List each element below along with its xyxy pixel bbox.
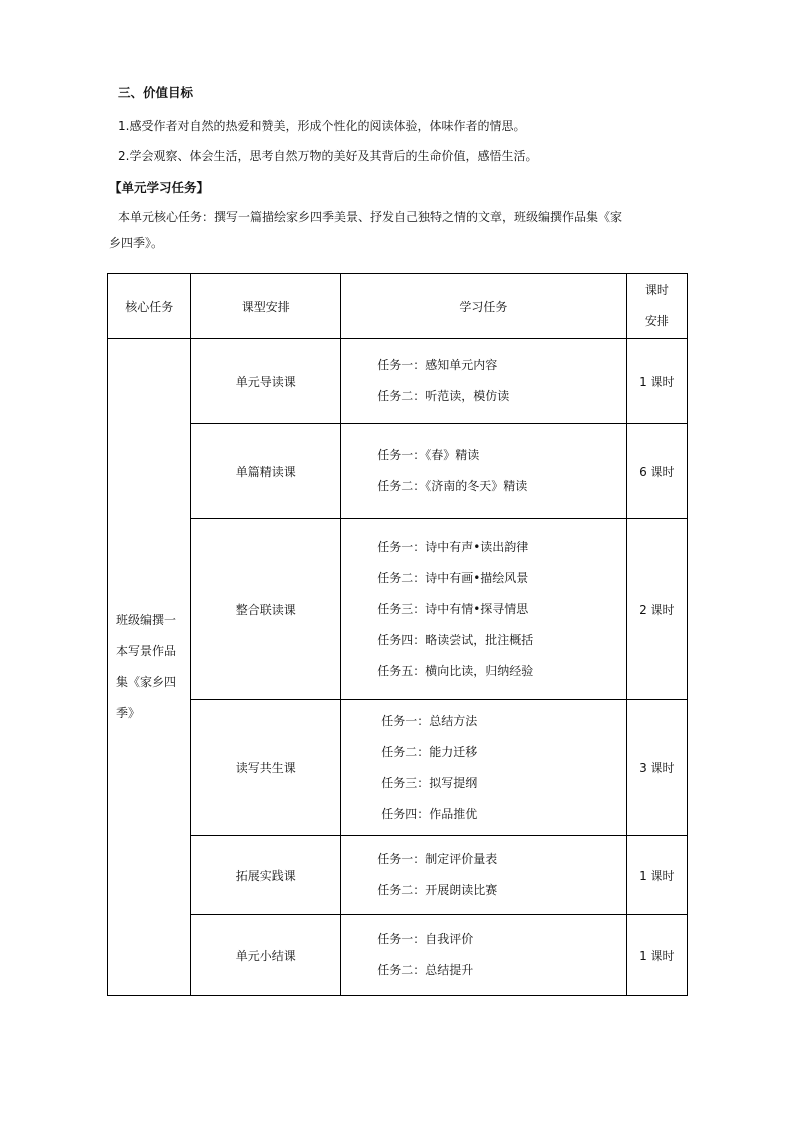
core-task-cell (108, 339, 191, 996)
header-hours-line-2: 安排 (644, 314, 669, 328)
section-heading-value-goals: 三、价值目标 (118, 85, 194, 100)
table-row (108, 915, 688, 996)
task-item: 任务一：制定评价量表 (377, 852, 498, 866)
course-type-cell: 拓展实践课 (191, 836, 341, 915)
task-item: 任务一：《春》精读 (377, 448, 480, 462)
task-item: 任务一：总结方法 (381, 713, 478, 728)
learning-tasks-cell (341, 836, 626, 915)
learning-tasks-cell (341, 700, 626, 836)
goal-item-2: 2.学会观察、体会生活，思考自然万物的美好及其背后的生命价值，感悟生活。 (118, 149, 538, 163)
task-item: 任务一：诗中有声•读出韵律 (377, 539, 529, 554)
core-task-line: 班级编撰一 (116, 613, 177, 627)
hours-cell: 6 课时 (626, 424, 687, 519)
hours-cell: 2 课时 (626, 519, 687, 700)
task-item: 任务一：自我评价 (377, 932, 474, 946)
learning-tasks-cell (341, 424, 626, 519)
table-row (108, 424, 688, 519)
task-item: 任务五：横向比读，归纳经验 (377, 663, 534, 678)
task-item: 任务二：《济南的冬天》精读 (377, 479, 528, 493)
core-task-line: 本写景作品 (116, 644, 177, 658)
unit-plan-table (107, 273, 688, 996)
task-item: 任务二：总结提升 (377, 963, 474, 977)
hours-cell: 1 课时 (626, 836, 687, 915)
learning-tasks-cell (341, 339, 626, 424)
core-task-intro-line-1: 本单元核心任务：撰写一篇描绘家乡四季美景、抒发自己独特之情的文章，班级编撰作品集《家 (118, 210, 623, 224)
hours-cell: 1 课时 (626, 339, 687, 424)
task-item: 任务四：略读尝试，批注概括 (377, 632, 534, 647)
hours-cell: 1 课时 (626, 915, 687, 996)
header-core-task: 核心任务 (108, 274, 191, 339)
table-header-row (108, 274, 688, 339)
task-item: 任务二：开展朗读比赛 (377, 883, 498, 897)
core-task-line: 集《家乡四 (116, 675, 177, 689)
core-task-line: 季》 (116, 706, 141, 720)
hours-cell: 3 课时 (626, 700, 687, 836)
task-item: 任务二：诗中有画•描绘风景 (377, 570, 529, 585)
task-item: 任务一：感知单元内容 (377, 358, 498, 372)
header-hours (626, 274, 687, 339)
task-item: 任务二：能力迁移 (381, 744, 478, 759)
course-type-cell: 整合联读课 (191, 519, 341, 700)
course-type-cell: 单篇精读课 (191, 424, 341, 519)
learning-tasks-cell (341, 519, 626, 700)
header-hours-line-1: 课时 (644, 283, 669, 297)
course-type-cell: 读写共生课 (191, 700, 341, 836)
section-heading-unit-tasks: 【单元学习任务】 (109, 180, 210, 195)
course-type-cell: 单元小结课 (191, 915, 341, 996)
table-row (108, 339, 688, 424)
header-course-type: 课型安排 (191, 274, 341, 339)
goal-item-1: 1.感受作者对自然的热爱和赞美，形成个性化的阅读体验，体味作者的情思。 (118, 119, 526, 133)
task-item: 任务三：诗中有情•探寻情思 (377, 601, 529, 616)
task-item: 任务四：作品推优 (381, 806, 478, 821)
core-task-intro-line-2: 乡四季》。 (109, 236, 164, 250)
course-type-cell: 单元导读课 (191, 339, 341, 424)
table-row (108, 519, 688, 700)
table-row (108, 836, 688, 915)
header-learning-task: 学习任务 (341, 274, 626, 339)
table-row (108, 700, 688, 836)
task-item: 任务二：听范读，模仿读 (377, 389, 510, 403)
task-item: 任务三：拟写提纲 (381, 775, 478, 790)
learning-tasks-cell (341, 915, 626, 996)
